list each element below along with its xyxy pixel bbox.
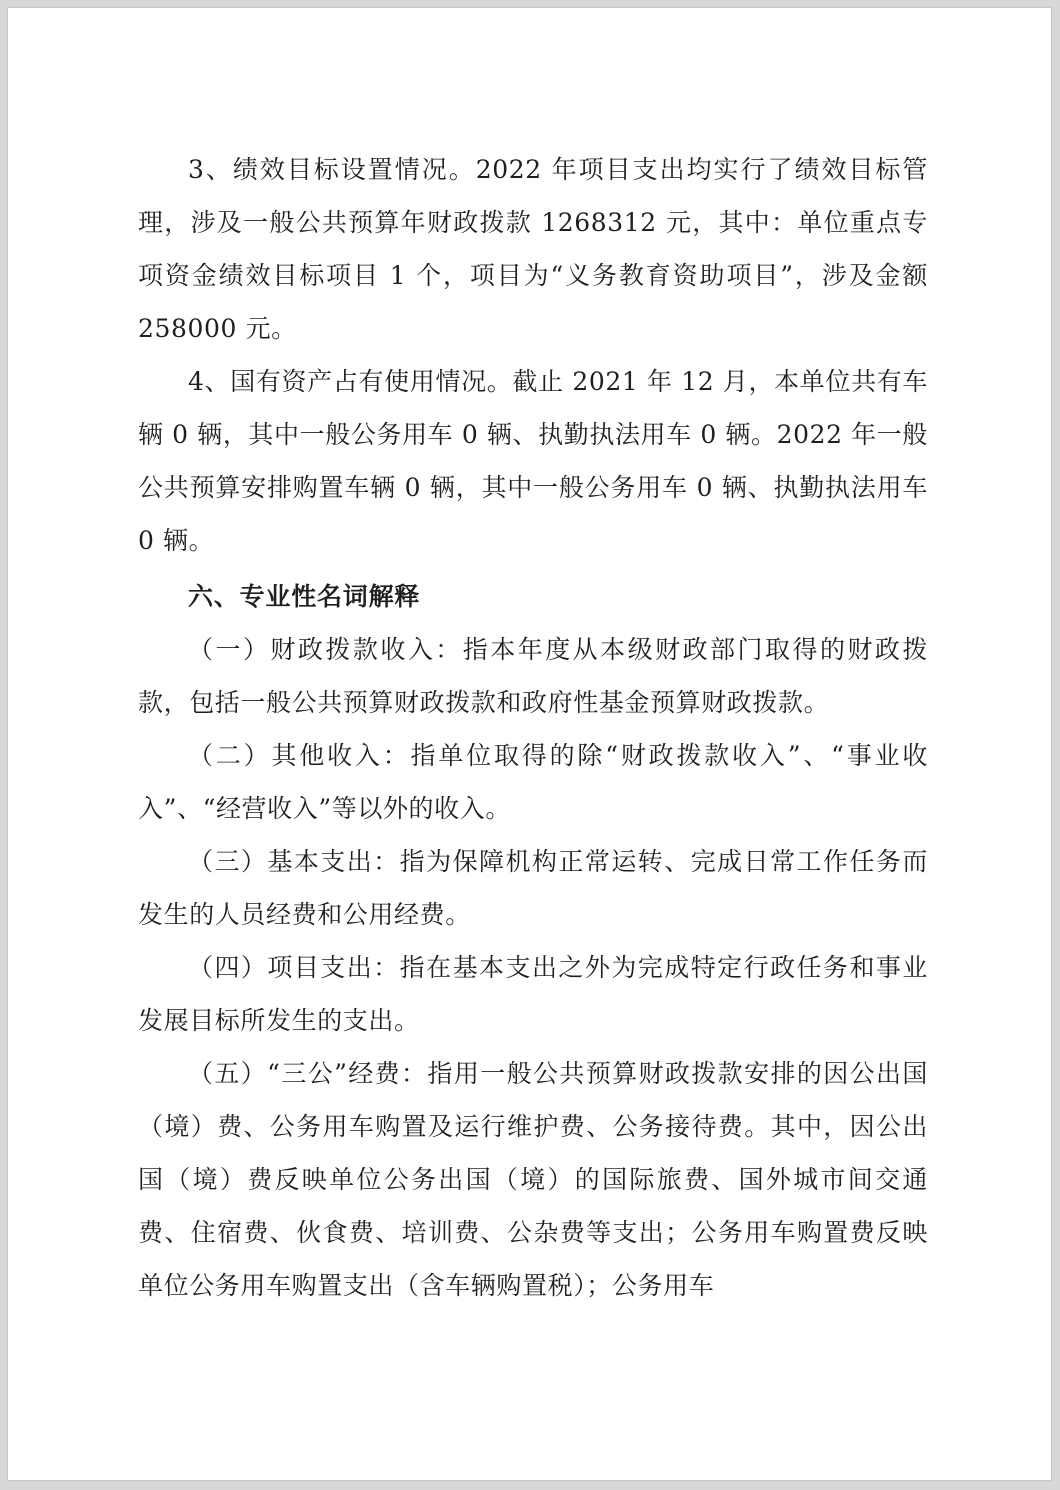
paragraph-state-assets: 4、国有资产占有使用情况。截止 2021 年 12 月，本单位共有车辆 0 辆，其中一般公务用车 0 辆、执勤执法用车 0 辆。2022 年一般公共预算安排购置车辆 0 辆，其中一般公务用车 0 辆、执勤执法用车 0 辆。 [138,367,928,555]
document-page [8,8,1051,1480]
definition-project-expenditure: （四）项目支出：指在基本支出之外为完成特定行政任务和事业发展目标所发生的支出。 [138,953,928,1035]
definition-three-public-expenses: （五）“三公”经费：指用一般公共预算财政拨款安排的因公出国（境）费、公务用车购置及运行维护费、公务接待费。其中，因公出国（境）费反映单位公务出国（境）的国际旅费、国外城市间交通费、住宿费、伙食费、培训费、公杂费等支出；公务用车购置费反映单位公务用车购置支出（含车辆购置税）；公务用车 [138,1059,928,1300]
definition-other-income: （二）其他收入：指单位取得的除“财政拨款收入”、“事业收入”、“经营收入”等以外的收入。 [138,741,928,823]
document-body [138,143,928,1312]
section-heading-terminology: 六、专业性名词解释 [188,582,421,611]
definition-basic-expenditure: （三）基本支出：指为保障机构正常运转、完成日常工作任务而发生的人员经费和公用经费。 [138,847,928,929]
definition-fiscal-appropriation-income: （一）财政拨款收入：指本年度从本级财政部门取得的财政拨款，包括一般公共预算财政拨款和政府性基金预算财政拨款。 [138,635,928,717]
paragraph-performance-targets: 3、绩效目标设置情况。2022 年项目支出均实行了绩效目标管理，涉及一般公共预算年财政拨款 1268312 元，其中：单位重点专项资金绩效目标项目 1 个，项目为“义务教育资助项目”，涉及金额 258000 元。 [138,155,928,343]
